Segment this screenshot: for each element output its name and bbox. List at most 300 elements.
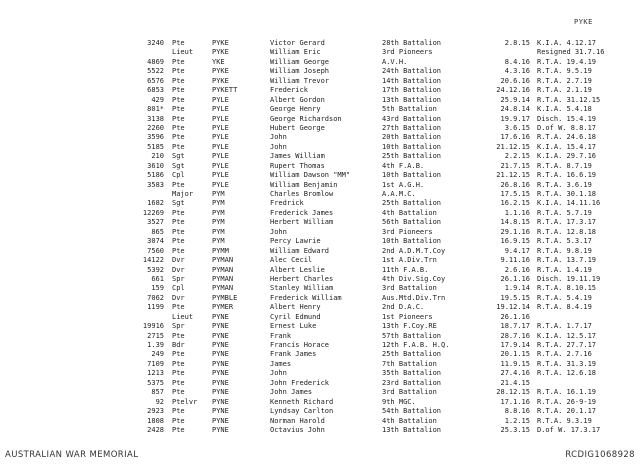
given-names: William Benjamin	[270, 180, 338, 189]
unit: 4th F.A.B.	[382, 161, 425, 170]
fate: K.I.A. 12.5.17	[537, 331, 597, 340]
service-number: 801*	[147, 105, 164, 114]
surname: PYLE	[212, 171, 229, 180]
fate: R.T.A. 9.5.19	[537, 67, 592, 76]
table-row	[0, 275, 640, 284]
unit: 56th Battalion	[382, 218, 442, 227]
surname: PYKE	[212, 67, 229, 76]
unit: A.V.H.	[382, 57, 408, 66]
enlistment-date: 24.12.16	[496, 86, 530, 95]
surname: PYLE	[212, 105, 229, 114]
rank: Pte	[172, 114, 185, 123]
unit: 3rd Pioneers	[382, 48, 433, 57]
service-number: 6576	[147, 76, 164, 85]
fate: R.T.A. 31.3.19	[537, 359, 597, 368]
surname: PYMAN	[212, 256, 234, 265]
service-number: 2923	[147, 407, 164, 416]
table-row	[0, 77, 640, 86]
given-names: Norman Harold	[270, 416, 325, 425]
service-number: 3583	[147, 180, 164, 189]
table-row	[0, 398, 640, 407]
given-names: Herbert Charles	[270, 274, 334, 283]
rank: Pte	[172, 123, 185, 132]
nominal-roll-list	[0, 39, 640, 435]
fate: R.T.A. 5.4.19	[537, 293, 592, 302]
table-row	[0, 218, 640, 227]
table-row	[0, 369, 640, 378]
given-names: James	[270, 359, 292, 368]
rank: Lieut	[172, 312, 194, 321]
table-row	[0, 426, 640, 435]
enlistment-date: 20.6.16	[500, 76, 530, 85]
enlistment-date: 1.2.15	[504, 416, 530, 425]
fate: R.T.A. 5.3.17	[537, 237, 592, 246]
fate: R.T.A. 9.8.19	[537, 246, 592, 255]
rank: Pte	[172, 227, 185, 236]
rank: Pte	[172, 218, 185, 227]
surname: PYM	[212, 218, 225, 227]
given-names: John	[270, 142, 287, 151]
surname: PYLE	[212, 152, 229, 161]
rank: Pte	[172, 350, 185, 359]
enlistment-date: 16.9.15	[500, 237, 530, 246]
service-number: 5185	[147, 142, 164, 151]
service-number: 6853	[147, 86, 164, 95]
given-names: Frederick	[270, 86, 308, 95]
table-row	[0, 294, 640, 303]
unit: 13th F.Coy.RE	[382, 322, 437, 331]
unit: 35th Battalion	[382, 369, 442, 378]
table-row	[0, 303, 640, 312]
given-names: Charles Bromlow	[270, 190, 334, 198]
fate: R.T.A. 13.7.19	[537, 256, 597, 265]
given-names: William Eric	[270, 48, 321, 57]
unit: 10th Battalion	[382, 237, 442, 246]
table-row	[0, 379, 640, 388]
service-number: 2260	[147, 123, 164, 132]
unit: 2nd D.A.C.	[382, 303, 425, 312]
rank: Bdr	[172, 341, 185, 349]
enlistment-date: 28.7.16	[500, 331, 530, 340]
service-number: 1199	[147, 303, 164, 312]
surname: YKE	[212, 57, 225, 66]
surname: PYNE	[212, 416, 229, 425]
unit: 12th F.A.B. H.Q.	[382, 341, 450, 349]
table-row	[0, 39, 640, 48]
unit: 3rd Battalion	[382, 284, 437, 293]
unit: 14th Battalion	[382, 76, 442, 85]
fate: Resigned 31.7.16	[537, 48, 605, 57]
given-names: Alec Cecil	[270, 256, 313, 265]
rank: Pte	[172, 378, 185, 387]
table-row	[0, 133, 640, 142]
service-number: 857	[151, 388, 164, 397]
surname: PYNE	[212, 425, 229, 434]
unit: 2nd A.D.M.T.Coy	[382, 246, 446, 255]
table-row	[0, 199, 640, 208]
surname: PYM	[212, 237, 225, 246]
unit: 11th F.A.B.	[382, 265, 429, 274]
given-names: Stanley William	[270, 284, 334, 293]
fate: Disch. 19.11.19	[537, 274, 601, 283]
table-row	[0, 313, 640, 322]
fate: R.T.A. 1.4.19	[537, 265, 592, 274]
rank: Sgt	[172, 199, 185, 208]
service-number: 5522	[147, 67, 164, 76]
rank: Major	[172, 190, 194, 198]
surname: PYLE	[212, 142, 229, 151]
fate: R.T.A. 5.7.19	[537, 208, 592, 217]
rank: Spr	[172, 322, 185, 331]
service-number: 7062	[147, 293, 164, 302]
table-row	[0, 48, 640, 57]
service-number: 429	[151, 95, 164, 104]
surname: PYLE	[212, 123, 229, 132]
enlistment-date: 1.1.16	[504, 208, 530, 217]
unit: 4th Battalion	[382, 208, 437, 217]
unit: 13th Battalion	[382, 95, 442, 104]
given-names: Frank	[270, 331, 292, 340]
rank: Pte	[172, 246, 185, 255]
given-names: John Frederick	[270, 378, 330, 387]
table-row	[0, 388, 640, 397]
fate: R.T.A. 12.6.18	[537, 369, 597, 378]
service-number: 3240	[147, 39, 164, 47]
fate: K.I.A. 15.4.17	[537, 142, 597, 151]
rank: Sgt	[172, 152, 185, 161]
unit: 43rd Battalion	[382, 114, 442, 123]
given-names: Lyndsay Carlton	[270, 407, 334, 416]
enlistment-date: 2.2.15	[504, 152, 530, 161]
enlistment-date: 8.4.16	[504, 57, 530, 66]
given-names: William George	[270, 57, 330, 66]
enlistment-date: 17.6.16	[500, 133, 530, 142]
given-names: Francis Horace	[270, 341, 330, 349]
service-number: 3527	[147, 218, 164, 227]
table-row	[0, 96, 640, 105]
table-row	[0, 162, 640, 171]
rank: Cpl	[172, 171, 185, 180]
unit: 25th Battalion	[382, 199, 442, 208]
table-row	[0, 67, 640, 76]
surname: PYLE	[212, 133, 229, 142]
fate: R.T.A. 2.1.19	[537, 86, 592, 95]
table-row	[0, 190, 640, 199]
given-names: Percy Lawrie	[270, 237, 321, 246]
fate: R.T.A. 1.7.17	[537, 322, 592, 331]
fate: R.T.A. 2.7.16	[537, 350, 592, 359]
given-names: William Edward	[270, 246, 330, 255]
service-number: 3596	[147, 133, 164, 142]
service-number: 661	[151, 274, 164, 283]
surname: PYNE	[212, 397, 229, 406]
given-names: Albert Leslie	[270, 265, 325, 274]
table-row	[0, 237, 640, 246]
table-row	[0, 417, 640, 426]
enlistment-date: 14.8.15	[500, 218, 530, 227]
unit: 9th MGC.	[382, 397, 416, 406]
enlistment-date: 26.1.16	[500, 312, 530, 321]
enlistment-date: 8.8.16	[504, 407, 530, 416]
surname: PYNE	[212, 312, 229, 321]
rank: Pte	[172, 303, 185, 312]
enlistment-date: 17.5.15	[500, 190, 530, 198]
service-number: 3074	[147, 237, 164, 246]
service-number: 159	[151, 284, 164, 293]
rank: Dvr	[172, 293, 185, 302]
service-number: 2715	[147, 331, 164, 340]
table-row	[0, 350, 640, 359]
surname: PYKETT	[212, 86, 238, 95]
rank: Dvr	[172, 256, 185, 265]
fate: K.I.A. 5.4.18	[537, 105, 592, 114]
rank: Sgt	[172, 161, 185, 170]
table-row	[0, 209, 640, 218]
surname: PYLE	[212, 180, 229, 189]
unit: Aus.Mtd.Div.Trn	[382, 293, 446, 302]
unit: 7th Battalion	[382, 359, 437, 368]
surname: PYM	[212, 199, 225, 208]
enlistment-date: 11.9.15	[500, 359, 530, 368]
fate: R.T.A. 27.7.17	[537, 341, 597, 349]
table-row	[0, 322, 640, 331]
given-names: Kenneth Richard	[270, 397, 334, 406]
enlistment-date: 18.7.17	[500, 322, 530, 331]
table-row	[0, 266, 640, 275]
service-number: 7560	[147, 246, 164, 255]
rank: Pte	[172, 76, 185, 85]
unit: 3rd Pioneers	[382, 227, 433, 236]
enlistment-date: 16.2.15	[500, 199, 530, 208]
given-names: Albert Henry	[270, 303, 321, 312]
unit: 20th Battalion	[382, 133, 442, 142]
table-row	[0, 360, 640, 369]
table-row	[0, 228, 640, 237]
service-number: 2428	[147, 425, 164, 434]
service-number: 7109	[147, 359, 164, 368]
rank: Pte	[172, 105, 185, 114]
service-number: 5375	[147, 378, 164, 387]
unit: 13th Battalion	[382, 425, 442, 434]
surname: PYMBLE	[212, 293, 238, 302]
service-number: 5186	[147, 171, 164, 180]
enlistment-date: 21.7.15	[500, 161, 530, 170]
table-row	[0, 332, 640, 341]
given-names: Hubert George	[270, 123, 325, 132]
surname: PYNE	[212, 322, 229, 331]
given-names: Frederick James	[270, 208, 334, 217]
unit: 24th Battalion	[382, 67, 442, 76]
enlistment-date: 21.4.15	[500, 378, 530, 387]
fate: R.T.A. 2.7.19	[537, 76, 592, 85]
given-names: James William	[270, 152, 325, 161]
fate: K.I.A. 4.12.17	[537, 39, 597, 47]
enlistment-date: 26.8.16	[500, 180, 530, 189]
enlistment-date: 24.8.14	[500, 105, 530, 114]
enlistment-date: 21.12.15	[496, 171, 530, 180]
table-row	[0, 105, 640, 114]
unit: 27th Battalion	[382, 123, 442, 132]
fate: R.T.A. 8.4.19	[537, 303, 592, 312]
fate: R.T.A. 8.7.19	[537, 161, 592, 170]
given-names: Octavius John	[270, 425, 325, 434]
enlistment-date: 19.9.17	[500, 114, 530, 123]
enlistment-date: 27.4.16	[500, 369, 530, 378]
rank: Pte	[172, 67, 185, 76]
given-names: Frank James	[270, 350, 317, 359]
surname: PYNE	[212, 378, 229, 387]
unit: 4th Battalion	[382, 416, 437, 425]
surname: PYMAN	[212, 265, 234, 274]
given-names: John	[270, 369, 287, 378]
service-number: 210	[151, 152, 164, 161]
rank: Dvr	[172, 265, 185, 274]
rank: Pte	[172, 425, 185, 434]
table-row	[0, 341, 640, 350]
rank: Pte	[172, 416, 185, 425]
service-number: 4869	[147, 57, 164, 66]
unit: 17th Battalion	[382, 86, 442, 95]
enlistment-date: 25.9.14	[500, 95, 530, 104]
given-names: Victor Gerard	[270, 39, 325, 47]
rank: Pte	[172, 142, 185, 151]
table-row	[0, 115, 640, 124]
table-row	[0, 86, 640, 95]
fate: R.T.A. 3.6.19	[537, 180, 592, 189]
unit: 4th Div.Sig.Coy	[382, 274, 446, 283]
rank: Cpl	[172, 284, 185, 293]
table-row	[0, 124, 640, 133]
surname: PYLE	[212, 114, 229, 123]
rank: Pte	[172, 86, 185, 95]
record-id: RCDIG1068928	[565, 450, 635, 460]
fate: D.of W. 17.3.17	[537, 425, 601, 434]
given-names: Herbert William	[270, 218, 334, 227]
fate: K.I.A. 29.7.16	[537, 152, 597, 161]
service-number: 865	[151, 227, 164, 236]
service-number: 14122	[142, 256, 164, 265]
unit: 1st Pioneers	[382, 312, 433, 321]
given-names: John	[270, 227, 287, 236]
fate: K.I.A. 14.11.16	[537, 199, 601, 208]
enlistment-date: 9.11.16	[500, 256, 530, 265]
enlistment-date: 4.3.16	[504, 67, 530, 76]
service-number: 1213	[147, 369, 164, 378]
enlistment-date: 21.12.15	[496, 142, 530, 151]
rank: Pte	[172, 237, 185, 246]
service-number: 12269	[142, 208, 164, 217]
given-names: William Dawson "MM"	[270, 171, 351, 180]
unit: 10th Battalion	[382, 142, 442, 151]
surname: PYM	[212, 208, 225, 217]
table-row	[0, 407, 640, 416]
unit: 5th Battalion	[382, 105, 437, 114]
fate: D.of W. 8.8.17	[537, 123, 597, 132]
service-number: 5392	[147, 265, 164, 274]
fate: R.T.A. 8.10.15	[537, 284, 597, 293]
rank: Lieut	[172, 48, 194, 57]
rank: Pte	[172, 180, 185, 189]
rank: Pte	[172, 208, 185, 217]
table-row	[0, 181, 640, 190]
given-names: William Joseph	[270, 67, 330, 76]
surname: PYNE	[212, 350, 229, 359]
rank: Pte	[172, 95, 185, 104]
unit: 54th Battalion	[382, 407, 442, 416]
table-row	[0, 284, 640, 293]
rank: Pte	[172, 331, 185, 340]
service-number: 249	[151, 350, 164, 359]
surname: PYKE	[212, 39, 229, 47]
rank: Spr	[172, 274, 185, 283]
enlistment-date: 19.5.15	[500, 293, 530, 302]
rank: Pte	[172, 57, 185, 66]
service-number: 1682	[147, 199, 164, 208]
surname: PYNE	[212, 369, 229, 378]
surname: PYNE	[212, 388, 229, 397]
rank: Pte	[172, 133, 185, 142]
given-names: William Trevor	[270, 76, 330, 85]
surname: PYNE	[212, 359, 229, 368]
enlistment-date: 17.1.16	[500, 397, 530, 406]
given-names: Frederick William	[270, 293, 342, 302]
service-number: 19916	[142, 322, 164, 331]
given-names: John James	[270, 388, 313, 397]
archive-credit: AUSTRALIAN WAR MEMORIAL	[5, 450, 139, 460]
surname: PYNE	[212, 331, 229, 340]
enlistment-date: 2.8.15	[504, 39, 530, 47]
unit: A.A.M.C.	[382, 190, 416, 198]
enlistment-date: 1.9.14	[504, 284, 530, 293]
enlistment-date: 28.12.15	[496, 388, 530, 397]
table-row	[0, 143, 640, 152]
enlistment-date: 19.12.14	[496, 303, 530, 312]
fate: R.T.A. 16.1.19	[537, 388, 597, 397]
unit: 25th Battalion	[382, 350, 442, 359]
surname: PYM	[212, 227, 225, 236]
rank: Ptelvr	[172, 397, 198, 406]
unit: 28th Battalion	[382, 39, 442, 47]
given-names: Cyril Edmund	[270, 312, 321, 321]
fate: R.T.A. 26-9-19	[537, 397, 597, 406]
rank: Pte	[172, 359, 185, 368]
rank: Pte	[172, 369, 185, 378]
enlistment-date: 20.1.15	[500, 350, 530, 359]
fate: R.T.A. 19.4.19	[537, 57, 597, 66]
fate: R.T.A. 20.1.17	[537, 407, 597, 416]
surname: PYKE	[212, 76, 229, 85]
fate: R.T.A. 30.1.18	[537, 190, 597, 198]
enlistment-date: 17.9.14	[500, 341, 530, 349]
given-names: George Henry	[270, 105, 321, 114]
given-names: George Richardson	[270, 114, 342, 123]
surname: PYNE	[212, 407, 229, 416]
surname: PYLE	[212, 161, 229, 170]
table-row	[0, 152, 640, 161]
fate: Disch. 15.4.19	[537, 114, 597, 123]
rank: Pte	[172, 39, 185, 47]
fate: R.T.A. 12.8.18	[537, 227, 597, 236]
fate: R.T.A. 16.6.19	[537, 171, 597, 180]
enlistment-date: 29.1.16	[500, 227, 530, 236]
fate: R.T.A. 24.6.18	[537, 133, 597, 142]
fate: R.T.A. 9.3.19	[537, 416, 592, 425]
surname: PYMER	[212, 303, 234, 312]
table-row	[0, 256, 640, 265]
enlistment-date: 3.6.15	[504, 123, 530, 132]
service-number: 3138	[147, 114, 164, 123]
service-number: 1808	[147, 416, 164, 425]
